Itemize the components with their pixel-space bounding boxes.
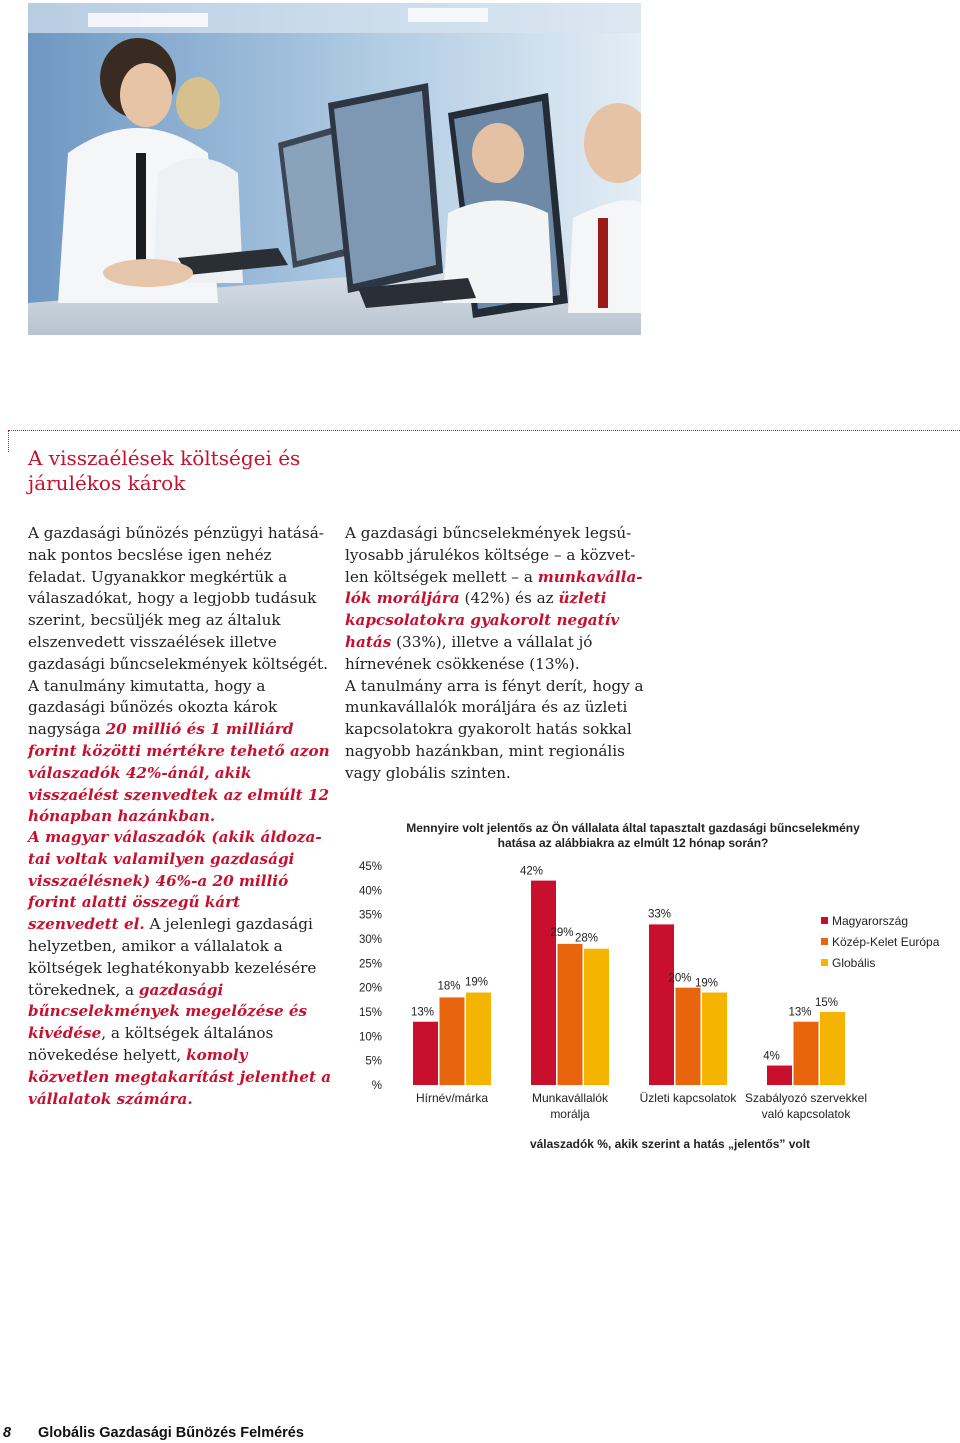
- section-divider: [8, 430, 960, 431]
- column1-paragraph1: [28, 523, 333, 828]
- bar-globális: [584, 949, 609, 1085]
- column2-paragraph1: [345, 523, 645, 676]
- body-text-0: A gazdasági bűncselekmények legsúlyosabb járulékos költsége – a közvetlen költségek mellett – a: [345, 524, 636, 586]
- chart-legend: [821, 910, 956, 973]
- impact-bar-chart: [340, 810, 960, 1160]
- section-heading: A visszaélések költségei és járulékos károk: [28, 446, 301, 495]
- bar-közép-kelet-európa: [676, 988, 701, 1085]
- legend-label: Globális: [832, 955, 876, 970]
- bar-közép-kelet-európa: [558, 944, 583, 1085]
- footer-title: Globális Gazdasági Bűnözés Felmérés: [38, 1425, 304, 1441]
- bar-közép-kelet-európa: [440, 997, 465, 1085]
- body-text-3: , a költségek általános növekedése helyett,: [28, 1024, 274, 1064]
- y-tick-label: 5%: [365, 1055, 382, 1068]
- highlight-text-3: üzleti kapcsolatokra gyakorolt negatív hatás: [345, 589, 620, 651]
- y-tick-label: 35%: [358, 909, 382, 922]
- bar-magyarország: [531, 881, 556, 1085]
- category-label: való kapcsolatok: [761, 1107, 851, 1121]
- y-tick-label: 30%: [358, 934, 382, 946]
- category-label: Üzleti kapcsolatok: [639, 1091, 737, 1105]
- bar-value-label: 18%: [437, 980, 461, 993]
- category-label: Munkavállalók: [531, 1091, 609, 1105]
- bar-value-label: 29%: [550, 926, 574, 939]
- legend-swatch: [821, 917, 828, 924]
- chart-title-line-0: Mennyire volt jelentős az Ön vállalata által tapasztalt gazdasági bűncselekmény: [406, 821, 860, 835]
- bar-value-label: 19%: [694, 977, 719, 990]
- body-text-1: A jelenlegi gazdasági helyzetben, amikor a vállalatok a költségek leghatékonyabb kezelésére törekednek, a: [28, 915, 317, 999]
- bar-value-label: 15%: [814, 997, 839, 1009]
- y-tick-label: 10%: [358, 1031, 382, 1044]
- category-label: morálja: [550, 1107, 590, 1121]
- y-tick-label: 45%: [358, 861, 382, 873]
- bar-value-label: 42%: [519, 865, 544, 878]
- column2-paragraph2: [345, 676, 645, 785]
- body-text-0: A gazdasági bűnözés pénzügyi hatásának pontos becslése igen nehéz feladat. Ugyanakkor megkértük a válaszadókat, hogy a legjobb tudásuk szerint, becsüljék meg az általuk elszenvedett visszaélések illetve gazdasági bűncselekmények költségét. A tanulmány kimutatta, hogy a gazdasági bűnözés okozta károk nagysága: [28, 524, 328, 739]
- body-text-2: (42%) és az: [459, 589, 559, 608]
- section-divider-tick: [8, 430, 9, 452]
- legend-swatch: [821, 959, 828, 966]
- highlight-text-2: gazdasági bűncselekmények megelőzése és kivédése: [28, 980, 308, 1043]
- bar-globális: [702, 993, 727, 1085]
- bar-value-label: 28%: [574, 932, 599, 945]
- bar-globális: [820, 1012, 845, 1085]
- bar-magyarország: [413, 1022, 438, 1085]
- page-number: 8: [3, 1425, 12, 1441]
- bar-magyarország: [649, 924, 674, 1085]
- legend-label: Magyarország: [832, 913, 909, 928]
- bar-value-label: 13%: [410, 1006, 435, 1019]
- highlight-text-1: munkavállalók moráljára: [345, 567, 643, 608]
- legend-swatch: [821, 938, 828, 945]
- legend-label: Közép-Kelet Európa: [832, 934, 940, 949]
- y-tick-label: 25%: [358, 958, 382, 971]
- legend-item: [821, 952, 956, 973]
- bar-value-label: 13%: [788, 1006, 812, 1019]
- legend-item: [821, 910, 956, 931]
- bar-value-label: 20%: [668, 972, 692, 985]
- y-tick-label: %: [371, 1080, 382, 1092]
- bar-globális: [466, 993, 491, 1085]
- y-tick-label: 15%: [358, 1007, 382, 1019]
- office-photo: [28, 3, 641, 335]
- y-tick-label: 20%: [358, 982, 382, 995]
- x-axis-label: válaszadók %, akik szerint a hatás „jelentős” volt: [529, 1137, 811, 1151]
- highlight-text-1: 20 millió és 1 milliárd forint közötti mértékre tehető azon válaszadók 42%-ánál, akik visszaélést szenvedtek az elmúlt 12 hónapban hazánkban.: [28, 720, 330, 826]
- body-text-0: A tanulmány arra is fényt derít, hogy a munkavállalók moráljára és az üzleti kapcsolatokra gyakorolt hatás sokkal nagyobb hazánkban, mint regionális vagy globális szinten.: [345, 676, 644, 782]
- column1-paragraph2: [28, 827, 333, 1110]
- highlight-text-0: A magyar válaszadók (akik áldozatai voltak valamilyen gazdasági visszaélésnek) 46%-a 20 millió forint alatti összegű kárt szenvedett el.: [28, 828, 322, 934]
- body-text-4: (33%), illetve a vállalat jó hírnevének csökkenése (13%).: [345, 632, 593, 673]
- legend-item: [821, 931, 956, 952]
- bar-value-label: 19%: [464, 976, 489, 989]
- category-label: Hírnév/márka: [415, 1091, 489, 1105]
- chart-title-line-1: hatása az alábbiakra az elmúlt 12 hónap során?: [497, 836, 769, 850]
- category-label: Szabályozó szervekkel: [744, 1091, 868, 1105]
- y-tick-label: 40%: [358, 885, 382, 898]
- bar-value-label: 33%: [647, 908, 672, 921]
- office-workers-image: [28, 3, 641, 335]
- bar-magyarország: [767, 1066, 792, 1085]
- bar-value-label: 4%: [763, 1050, 780, 1063]
- highlight-text-4: komoly közvetlen megtakarítást jelenthet a vállalatok számára.: [28, 1045, 332, 1108]
- bar-közép-kelet-európa: [794, 1022, 819, 1085]
- chart-canvas: [340, 810, 960, 1160]
